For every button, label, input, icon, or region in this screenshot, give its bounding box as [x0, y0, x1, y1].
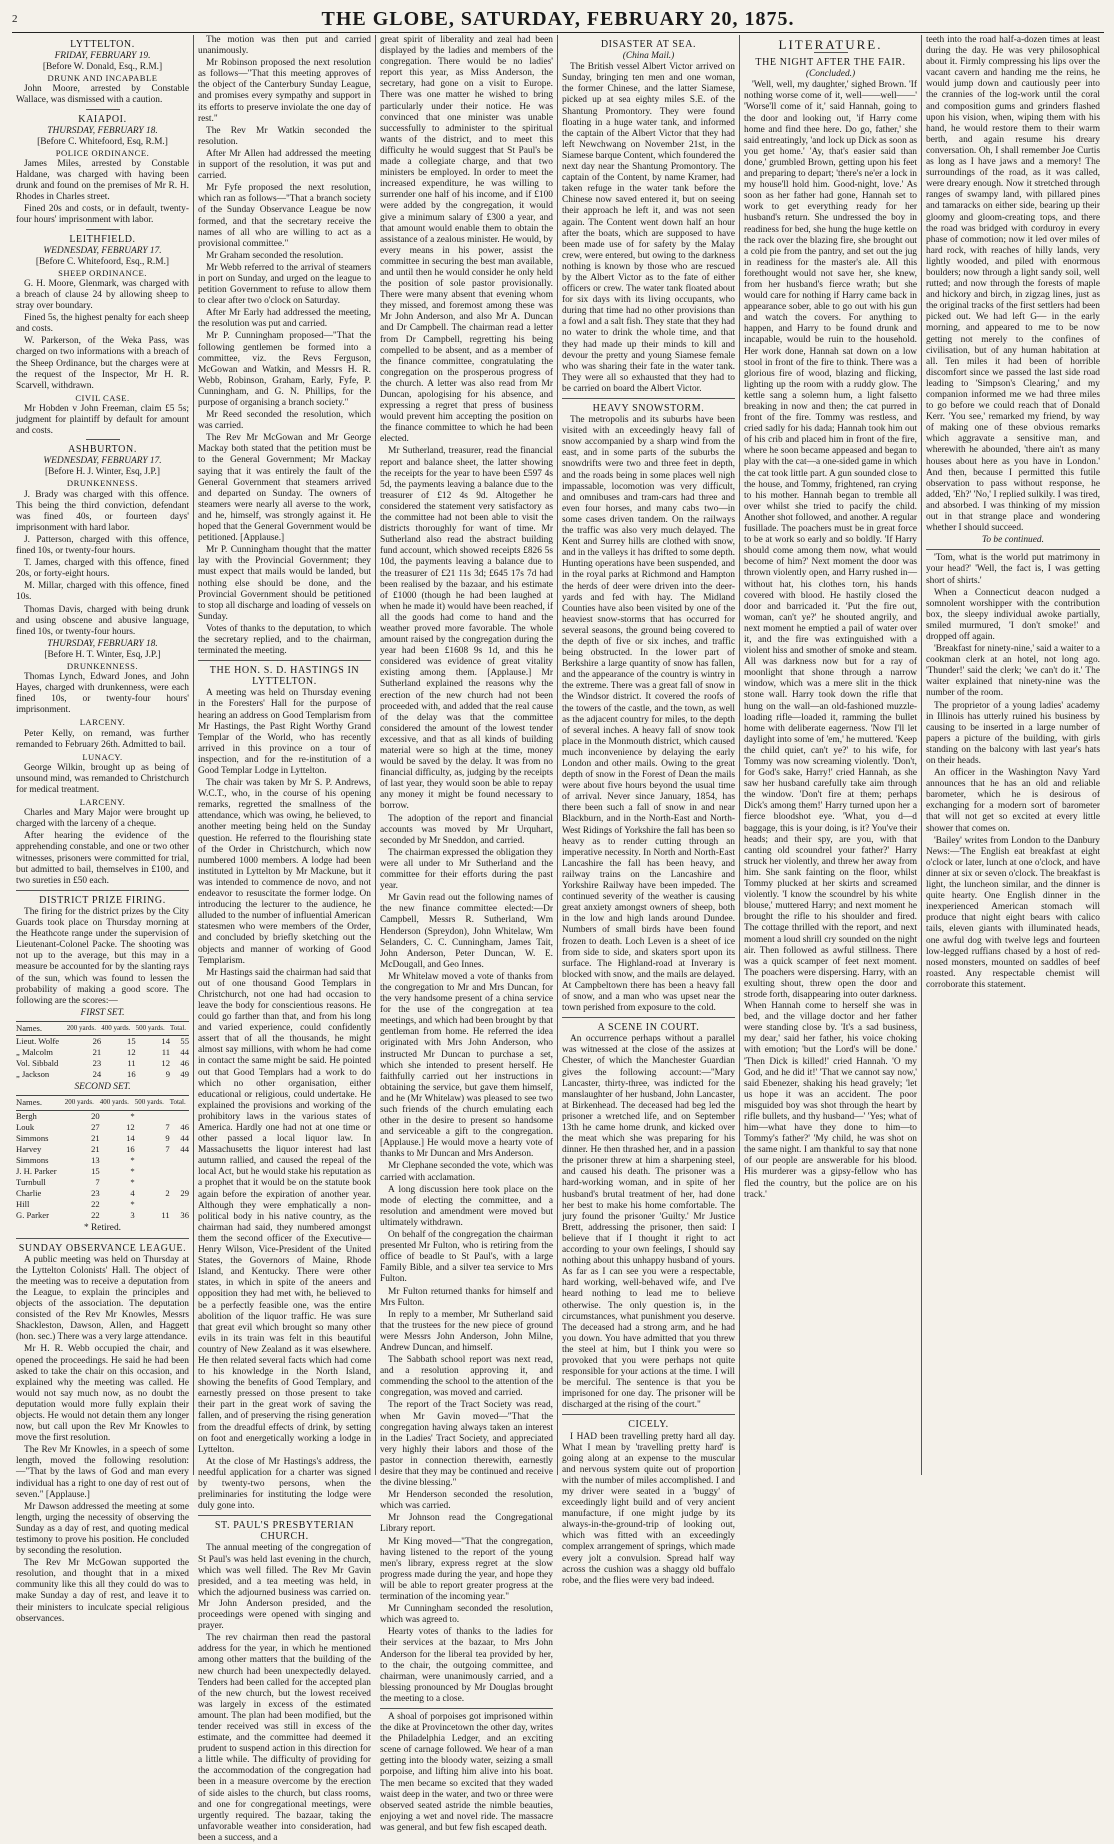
- ashburton-text-9: Charles and Mary Major were brought up charged with the larceny of a cheque.: [16, 808, 189, 830]
- snowstorm-text: The metropolis and its suburbs have been visited with an exceedingly heavy fall of snow accompanied by a sharp wind from the east, and in some parts of the suburbs the snowdrifts were two and three feet in depth, and the roads being in some places well nigh impassable, locomotion was very difficult, and omnibuses and tram-cars had three and even four horses, and many cabs two—in some cases driven tandem. On the railways the traffic was also very much delayed. The Kent and Surrey hills are clothed with snow, and in the valleys it has drifted to some depth. Hunting operations have been suspended, and in the royal parks at Richmond and Hampton the herds of deer were driven into the deer-yards and fed with hay. The Midland Counties have also been visited by one of the heaviest snow-storms that has occurred for several seasons, the ground being covered to the depth of five or six inches, and traffic being obstructed. In the lower part of Berkshire a large quantity of snow has fallen, and the appearance of the country is wintry in the extreme. There was a great fall of snow in the Windsor district. It covered the roofs of the towers of the castle, and the town, as well as the adjacent country for miles, to the depth of several inches. A heavy fall of snow took place in the Monmouth district, which caused much inconvenience by delaying the early London and other mails. Owing to the great depth of snow in the Forest of Dean the mails were about five hours beyond the usual time of arrival. Never since January, 1854, has there been such a fall of snow in and near Blackburn, and in the North-East and North-West Ridings of Yorkshire the fall has been so heavy as to render cutting through an imperative necessity. In North and North-East Lancashire the fall has been heavy, and railway trains on the Lancashire and Yorkshire Railway have been impeded. The continued severity of the weather is causing great anxiety amongst owners of sheep, both in the low and high lands around Dundee. Numbers of small birds have been found frozen to death. Loch Leven is a sheet of ice from side to side, and skaters sport upon its surface. The Highland-road at Inverary is blocked with snow, and the mails are delayed. At Campbeltown there has been a heavy fall of snow, and a man who was upset near the town perished from exposure to the cold.: [562, 415, 735, 1014]
- kaiapoi-bench: [Before C. Whitefoord, Esq, R.M.]: [37, 136, 168, 147]
- sunday-p2: Mr H. R. Webb occupied the chair, and opened the proceedings. He said he had been asked to take the chair on this occasion, and explained why the meeting was called. He would not say much now, as no doubt the deputation would more fully explain their objects. He would not detain them any longer now, but call upon the Rev Mr Knowles to move the first resolution.: [16, 1344, 189, 1444]
- score-value: 11: [161, 1047, 171, 1058]
- section-rule: [562, 1414, 735, 1415]
- col-400: 400 yards.: [100, 1096, 135, 1110]
- stpauls-cont-p8: A long discussion here took place on the mode of electing the committee, and a resolution and amendment were moved but ultimately withdrawn.: [380, 1184, 553, 1228]
- leithfield-date: WEDNESDAY, FEBRUARY 17.: [43, 245, 162, 256]
- short-rule: [86, 229, 120, 230]
- col-500: 500 yards.: [136, 1021, 170, 1035]
- score-value: 7: [95, 1177, 100, 1188]
- score-value: *: [130, 1110, 135, 1121]
- to-be-continued: To be continued.: [982, 535, 1044, 546]
- stpauls-cont-p12: The Sabbath school report was next read, and a resolution approving it, and commending the school to the attention of the congregation, was moved and carried.: [380, 1355, 553, 1399]
- second-set-rows: [16, 1110, 189, 1221]
- score-row: [16, 1155, 189, 1166]
- score-value: 11: [161, 1210, 170, 1221]
- first-set-rows: [16, 1035, 189, 1080]
- short-rule: [86, 109, 120, 110]
- snowstorm-heading: HEAVY SNOWSTORM.: [592, 403, 705, 414]
- sunday-cont-p4: After Mr Allen had addressed the meeting in support of the resolution, it was put and carried.: [198, 148, 371, 182]
- disaster-source: (China Mail.): [622, 51, 675, 62]
- lyttelton-date: FRIDAY, FEBRUARY 19.: [54, 51, 151, 62]
- sunday-cont-p2: Mr Robinson proposed the next resolution as follows—"That this meeting approves of the object of the Canterbury Sunday League, and promises every sympathy and support in its efforts to preserve inviolate the one day of rest.": [198, 58, 371, 124]
- sunday-cont-p5: Mr Fyfe proposed the next resolution, which ran as follows—"That a branch society of the Sunday Observance League be now formed, and that the secretary receive the names of all who are willing to act as a provisional committee.": [198, 183, 371, 249]
- score-value: 9: [165, 1069, 171, 1080]
- score-value: [170, 1155, 189, 1166]
- columns: [12, 35, 1104, 1843]
- score-value: 27: [91, 1121, 100, 1132]
- score-value: 46: [180, 1058, 189, 1069]
- score-value: [170, 1110, 189, 1122]
- score-value: 16: [127, 1069, 136, 1080]
- score-row: [16, 1188, 189, 1199]
- second-set-table: [16, 1095, 189, 1221]
- prize-text: The firing for the district prizes by the City Guards took place on Thursday morning at the Heathcote range under the supervision of Lieutenant-Colonel Packe. The shooting was not up to the average, but this may in a measure be accounted for by the slanting rays of the sun, which was found to lessen the probability of making a good score. The following are the scores:—: [16, 906, 189, 1006]
- sunday-heading: SUNDAY OBSERVANCE LEAGUE.: [18, 1242, 187, 1254]
- lyttelton-bench: [Before W. Donald, Esq., R.M.]: [42, 62, 163, 73]
- section-rule: [562, 398, 735, 399]
- score-row: [16, 1199, 189, 1210]
- ashburton-text-7: Peter Kelly, on remand, was further remanded to February 26th. Admitted to bail.: [16, 728, 189, 750]
- score-name: Hill: [16, 1199, 30, 1210]
- score-value: 24: [92, 1069, 102, 1080]
- stpauls-heading: ST. PAUL'S PRESBYTERIAN CHURCH.: [214, 1520, 355, 1543]
- score-value: 7: [165, 1121, 170, 1132]
- kaiapoi-text-1: James Miles, arrested by Constable Haldane, was charged with having been drunk and found on the premises of Mr R. H. Rhodes in Charles street.: [16, 158, 189, 203]
- kaiapoi-heading: KAIAPOI.: [78, 113, 127, 125]
- first-set-label: FIRST SET.: [80, 1007, 125, 1018]
- score-value: [170, 1166, 189, 1177]
- ashburton-category-4: LUNACY.: [82, 751, 123, 762]
- court-heading: A SCENE IN COURT.: [597, 1022, 700, 1034]
- stpauls-cont-p9: On behalf of the congregation the chairman presented Mr Fulton, who is retiring from the office of beadle to St Paul's, with a large Family Bible, and a silver tea service to Mrs Fulton.: [380, 1230, 553, 1285]
- score-value: *: [130, 1166, 135, 1176]
- score-value: 13: [91, 1154, 100, 1165]
- score-row: [16, 1133, 189, 1144]
- sunday-p4: Mr Dawson addressed the meeting at some length, urging the necessity of observing the Sunday as a day of rest, and quoting medical testimony to prove his position. He concluded by seconding the resolution.: [16, 1501, 189, 1557]
- section-rule: [562, 1017, 735, 1018]
- leithfield-text-4: Mr Hobden v John Freeman, claim £5 5s; judgment for plaintiff by default for amount and costs.: [16, 403, 189, 437]
- ashburton-category-5: LARCENY.: [79, 797, 126, 808]
- col-names: Names.: [16, 1096, 65, 1110]
- score-name: Harvey: [16, 1143, 42, 1154]
- disaster-heading: DISASTER AT SEA.: [600, 39, 697, 50]
- score-value: 20: [91, 1110, 100, 1121]
- ashburton-text-8: George Wilkin, brought up as being of unsound mind, was remanded to Christchurch for medical treatment.: [16, 762, 189, 795]
- score-value: 9: [165, 1132, 170, 1143]
- misc-4: The proprietor of a young ladies' academy in Illinois has utterly ruined his business by causing to be inserted in a large number of papers a picture of the building, with girls standing on the balcony with last year's hats on their heads.: [926, 700, 1100, 766]
- stpauls-p1: The annual meeting of the congregation of St Paul's was held last evening in the church, which was well filled. The Rev Mr Gavin presided, and a tea meeting was held, in which the adjourned business was carried on. Mr John Anderson presided, and the proceedings were opened with singing and prayer.: [198, 1543, 371, 1632]
- masthead-title: THE GLOBE, SATURDAY, FEBRUARY 20, 1875.: [321, 8, 795, 30]
- cicely-text: I HAD been travelling pretty hard all day. What I mean by 'travelling pretty hard' is going along at an expense to the muscular and nervous system quite out of proportion with the number of miles accomplished. I and my driver were seated in a 'buggy' of exceedingly light build and of very ancient manufacture, if one might judge by its always-in-the-ground-trip of looking out, which was fitted with an exceedingly complex arrangement of springs, which made every jolt a convulsion. Spread half way across the cushion was a shaggy old buffalo robe, and the flies were very bad indeed.: [562, 1431, 735, 1586]
- misc-1: 'Tom, what is the world put matrimony in your head?' 'Well, the fact is, I was getting short of shirts.': [926, 553, 1100, 586]
- stpauls-cont-p6: Mr Whitelaw moved a vote of thanks from the congregation to Mr and Mrs Duncan, for the very handsome present of a china service for the use of the congregation at tea meetings, and which had been brought by that gentleman from home. He referred the idea originated with Mrs John Anderson, who instructed Mr Duncan to purchase a set, which she intended to present herself. He faithfully carried out her instructions in obtaining the service, but gave them himself, and he (Mr Whitelaw) was pleased to see two such friends of the church emulating each other in the desire to present so handsome and serviceable a gift to the congregation. [Applause.] He would move a hearty vote of thanks to Mr Duncan and Mrs Anderson.: [380, 971, 553, 1160]
- misc-3: 'Breakfast for ninety-nine,' said a waiter to a cookman clerk at an hotel, not long ago. 'Thunder!' said the clerk; 'we can't do it.' The waiter explained that ninety-nine was the number of the room.: [926, 644, 1100, 699]
- score-value: 46: [180, 1121, 189, 1132]
- misc-6: 'Bailey' writes from London to the Danbury News:—'The English eat breakfast at eight o'clock or later, lunch at one o'clock, and have dinner at six or seven o'clock. The breakfast is light, the luncheon similar, and the dinner is quite hearty. One English dinner in the inexperienced American stomach will produce that night eight bears with calico tails, eleven giants with illuminated heads, one awful dog with twelve legs and fourteen low-legged ruffians chased by a host of red-nosed monsters, mounted on saddles of beef roasted. Any respectable chemist will corroborate this statement.: [926, 835, 1100, 990]
- col-500: 500 yards.: [135, 1096, 170, 1110]
- score-value: *: [130, 1199, 135, 1210]
- sunday-cont-p11: The Rev Mr McGowan and Mr George Mackay both stated that the petition must be to the General Government; Mr Mackay saying that it was entirely the fault of the General Government that steamers arrived and departed on Sunday. The owners of steamers were nearly all averse to the work, and he, himself, was strongly against it. He hoped that the General Government would be petitioned. [Applause.]: [198, 433, 371, 544]
- ashburton-bench-2: [Before H. T. Winter, Esq, J.P.]: [44, 649, 161, 660]
- lyttelton-category: DRUNK AND INCAPABLE: [47, 73, 158, 84]
- score-value: [135, 1110, 170, 1122]
- stpauls-cont-p13: The report of the Tract Society was read, when Mr Gavin moved—"That the congregation having always taken an interest in the Ladies' Tract Society, and appreciated very highly their labors and those of the pastor in connection therewith, earnestly desire that they may be continued and receive the divine blessing.": [380, 1400, 553, 1489]
- leithfield-category: SHEEP ORDINANCE.: [58, 267, 147, 278]
- kaiapoi-category: POLICE ORDINANCE.: [55, 147, 150, 158]
- ashburton-text-6: Thomas Lynch, Edward Jones, and John Hayes, charged with drunkenness, were each fined 10s, or twenty-four hours' imprisonment.: [16, 672, 189, 716]
- score-value: 44: [180, 1143, 189, 1154]
- score-row: [16, 1069, 189, 1080]
- section-rule: [380, 1708, 553, 1709]
- sunday-cont-p1: The motion was then put and carried unanimously.: [198, 35, 371, 57]
- stpauls-cont-p4: The chairman expressed the obligation they were all under to Mr Sutherland and the committee for their efforts during the past year.: [380, 847, 553, 892]
- prize-heading: DISTRICT PRIZE FIRING.: [39, 894, 166, 906]
- score-value: 55: [180, 1035, 189, 1046]
- score-value: 26: [92, 1035, 102, 1046]
- story-concluded: (Concluded.): [805, 69, 856, 80]
- score-name: Turnbull: [16, 1177, 46, 1188]
- sunday-p1: A public meeting was held on Thursday at the Lyttelton Colonists' Hall. The object of the meeting was to receive a deputation from the League, to explain the principles and objects of the association. The deputation consisted of the Rev Mr Knowles, Messrs Shackleston, Dawson, Allen, and Haggett (hon. sec.) There was a very large attendance.: [16, 1254, 189, 1343]
- section-rule: [16, 890, 189, 891]
- sunday-cont-p12: Mr P. Cunningham thought that the matter lay with the Provincial Government; they must expect that mails would be landed, but nothing else should be done, and the Provincial Government should be petitioned to stop all discharge and loading of vessels on Sunday.: [198, 545, 371, 622]
- score-value: 2: [165, 1188, 170, 1199]
- score-name: Bergh: [16, 1110, 37, 1121]
- score-value: 15: [127, 1035, 136, 1046]
- ashburton-date-2: THURSDAY, FEBRUARY 18.: [47, 638, 158, 649]
- score-value: 16: [126, 1143, 135, 1154]
- score-row: [16, 1177, 189, 1188]
- column-1: [12, 35, 194, 1624]
- score-value: [170, 1199, 189, 1210]
- stpauls-cont-p14: Mr Henderson seconded the resolution, which was carried.: [380, 1490, 553, 1512]
- score-row: [16, 1144, 189, 1155]
- col-names: Names.: [16, 1021, 67, 1035]
- section-rule: [198, 660, 371, 661]
- cicely-cont-text: teeth into the road half-a-dozen times at least during the day. He was very philosophical about it. Firmly compressing his lips over the vacant cavern and handing me the reins, he would jump down and cautiously peer into the crannies of the log-work until the coral and composition gums and grinders flashed upon his vision, when, wiping them with his hand, he would restore them to their warm berth, and again resume his dreary conversation. Oh, I shall remember Joe Curtis as long as I have jaws and a memory! The surroundings of the road, as it was called, were dreary enough. Now it stretched through ranges of swampy land, with pillared pines and tamaracks on either side, bearing up their gloomy and gloom-creating tops, and there the road was bridged with corduroy in every phase of commotion; now it led over miles of hard rock, with reaches of hilly lands, very lightly wooded, and piled with enormous boulders; now through a light sandy soil, well rutted; and now through the forests of maple and hickory and birch, in zigzag lines, just as the original tracks of the first settlers had been picked out. We had left G— in the early morning, and appeared to me to be now getting not merely to the confines of civilisation, but of any human habitation at all. Ten miles it had been of horrible discomfort since we passed the last side road leading to 'Simpson's Clearing,' and my companion informed me we had three miles to go before we could reach that of Donald Kerr. 'You see,' remarked my friend, by way of making one of these obvious remarks which aggravate a sensitive man, and wherewith he abounded, 'there ain't as many houses about here as you have in London.' And then, because I permitted this futile observation to pass without response, he added, 'Eh?' 'No,' I replied sulkily. I was tired, and absorbed. I was thinking of my mission out in that strange place and wondering whether I should succeed.: [926, 35, 1100, 534]
- score-value: 12: [161, 1058, 171, 1069]
- score-value: 22: [91, 1210, 100, 1221]
- retired-note: * Retired.: [84, 1223, 121, 1234]
- stpauls-cont-p11: In reply to a member, Mr Sutherland said that the trustees for the new piece of ground were Messrs John Anderson, John Milne, Andrew Duncan, and himself.: [380, 1309, 553, 1353]
- column-3: [376, 35, 558, 1833]
- hastings-heading: THE HON. S. D. HASTINGS IN LYTTELTON.: [209, 665, 360, 688]
- ashburton-category-2: DRUNKENNESS.: [66, 660, 139, 671]
- stpauls-cont-p18: Hearty votes of thanks to the ladies for their services at the bazaar, to Mrs John Anderson for the liberal tea provided by her, to the chair, the outgoing committee, and chairman, were unanimously carried, and a blessing pronounced by Mr Douglas brought the meeting to a close.: [380, 1627, 553, 1704]
- hastings-p2: The chair was taken by Mr S. P. Andrews, W.C.T., who, in the course of his opening remarks, regretted the smallness of the attendance, which was owing, he believed, to another meeting being held on the Sunday question. He referred to the flourishing state of the Order in Christchurch, which now numbered 1000 members. A lodge had been instituted in Lyttelton by Mr Mackune, but it was intended to commence de novo, and not endeavor to resuscitate the former lodge. On introducing the lecturer to the audience, he alluded to the number of influential American statesmen who were members of the Order, and concluded by briefly sketching out the objects and manner of working of Good Templarism.: [198, 778, 371, 966]
- ashburton-date: WEDNESDAY, FEBRUARY 17.: [43, 456, 162, 467]
- leithfield-text-1: G. H. Moore, Glenmark, was charged with a breach of clause 24 by allowing sheep to stray over boundary.: [16, 278, 189, 312]
- sunday-p3: The Rev Mr Knowles, in a speech of some length, moved the following resolution:—"That by the laws of God and man every individual has a right to one day of rest out of seven." [Applause.]: [16, 1445, 189, 1500]
- score-row: [16, 1058, 189, 1069]
- ashburton-text-1: J. Brady was charged with this offence. This being the third conviction, defendant was fined 40s, or fourteen days' imprisonment with hard labor.: [16, 489, 189, 533]
- score-value: [170, 1177, 189, 1188]
- column-5: [740, 35, 922, 1475]
- short-rule: [814, 52, 848, 53]
- score-value: [135, 1199, 170, 1210]
- score-value: 49: [180, 1069, 189, 1080]
- stpauls-cont-p5: Mr Gavin read out the following names of the new finance committee elected:—Dr Campbell, Messrs R. Sutherland, Wm Henderson (Spreydon), John Whitelaw, Wm Selanders, C. C. Cunningham, James Tait, John Anderson, Peter Duncan, W. E. McDougall, and Geo Innes.: [380, 893, 553, 970]
- col-total: Total.: [170, 1096, 189, 1110]
- short-rule: [86, 439, 120, 440]
- stpauls-cont-p10: Mr Fulton returned thanks for himself and Mrs Fulton.: [380, 1286, 553, 1308]
- ashburton-text-5: Thomas Davis, charged with being drunk and using obscene and abusive language, fined 10s, or twenty-four hours.: [16, 604, 189, 637]
- leithfield-text-3: W. Parkerson, of the Weka Pass, was charged on two informations with a breach of the Sheep Ordinance, but the charges were at the request of the Inspector, Mr H. R. Scarvell, withdrawn.: [16, 336, 189, 391]
- score-name: Simmons: [16, 1154, 49, 1165]
- sunday-cont-p6: Mr Graham seconded the resolution.: [206, 250, 344, 261]
- kaiapoi-text-2: Fined 20s and costs, or in default, twenty-four hours' imprisonment with labor.: [16, 204, 189, 226]
- court-text: An occurrence perhaps without a parallel was witnessed at the close of the assizes at Chester, of which the Manchester Guardian gives the following account:—"Mary Lancaster, thirty-three, was indicted for the manslaughter of her husband, John Lancaster, at Birkenhead. The deceased had beg led the prisoner a wretched life, and on September 13th he came home drunk, and kicked over the meat which she was preparing for his dinner. He then thrashed her, and in a passion the prisoner threw at him a sharpening steel, and caused his death. The prisoner was a hard-working woman, and in spite of her husband's brutal treatment of her, had done her best to make his home comfortable. The jury found the prisoner 'Guilty.' Mr Justice Brett, addressing the prisoner, then said: I believe that if I thought it right to act according to your own feelings, I should say nothing about this unhappy husband of yours. As far as I can see you were a respectable, hard working, well-behaved wife, and I've heard nothing to lead me to believe otherwise. The only question is, in the circumstances, what punishment you deserve. The deceased had a strong arm, and he had you down. You have admitted that you threw the steel at him, but I think you were so provoked that you were perhaps not quite responsible for your actions at the time. I will be merciful. The sentence is that you be imprisoned for one day. The prisoner will be discharged at the rising of the court.": [562, 1034, 735, 1411]
- score-value: 21: [91, 1132, 100, 1143]
- score-value: 44: [180, 1132, 189, 1143]
- lyttelton-text: John Moore, arrested by Constable Wallace, was dismissed with a caution.: [16, 84, 189, 106]
- score-name: Charlie: [16, 1188, 42, 1199]
- cicely-heading: CICELY.: [628, 1419, 669, 1431]
- masthead: [12, 6, 1104, 33]
- col-total: Total.: [170, 1021, 189, 1035]
- section-rule: [16, 1238, 189, 1239]
- score-value: *: [130, 1154, 135, 1165]
- score-name: Vol. Sibbald: [16, 1058, 59, 1069]
- misc-5: An officer in the Washington Navy Yard announces that he has an old and reliable barometer, which he is desirous of exchanging for a modern sort of barometer that will not get so excited at every little shower that comes on.: [926, 768, 1100, 834]
- score-value: 7: [165, 1143, 170, 1154]
- score-value: 23: [92, 1058, 102, 1069]
- leithfield-text-2: Fined 5s, the highest penalty for each sheep and costs.: [16, 313, 189, 335]
- stpauls-cont-p1: great spirit of liberality and zeal had been displayed by the ladies and members of the congregation. There would be no ladies' report this year, as Miss Anderson, the secretary, had gone on a visit to Europe. There was one matter he wished to bring particularly under their notice. He was convinced that one minister was unable successfully to administer to the spiritual wants of the district, and to meet this difficulty he would suggest that St Paul's be made a collegiate charge, and that two ministers be employed. In order to meet the increased expenditure, he was willing to surrender one half of his income, and if £100 were added by the congregation, it would give a minimum salary of £300 a year, and that amount would enable them to obtain the assistance of a zealous minister. He would, by every means in his power, assist the committee in securing the best man available, and until then he would consider he only held the position of sole pastor provisionally. There were many absent that evening whom they missed, and foremost among these was Mr John Anderson, and also Mr A. Duncan and Dr Campbell. The chairman read a letter from Dr Campbell, regretting his being compelled to be absent, and as a member of the finance committee, congratulating the congregation on the prosperous progress of the church. A letter was also read from Mr Duncan, apologising for his absence, and expressing a regret that press of business would prevent him accepting the position on the finance committee to which he had been elected.: [380, 35, 553, 445]
- stpauls-cont-p2: Mr Sutherland, treasurer, read the financial report and balance sheet, the latter showing the receipts for the year to have been £597 4s 5d, the payments leaving a balance due to the treasurer of £12 4s 9d. Altogether he considered the statement very satisfactory as the committee had not been able to visit the districts thoroughly for want of time. Mr Sutherland also read the abstract building fund account, which showed receipts £826 5s 10d, the payments leaving a balance due to the treasurer of £21 11s 3d; £645 17s 7d had been realised by the bazaar, and his estimate of £1000 (though he had been laughed at when he made it) would have been reached, if all the goods had come to hand and the weather proved more favorable. The whole amount raised by the congregation during the year had been £1608 9s 1d, and this he considered was evidence of great vitality existing among them. [Applause.] Mr Sutherland explained the reasons why the erection of the new church had not been proceeded with, and added that the real cause of the delay was that the committee considered the amount of the lowest tender excessive, and that as all kinds of building material were so high at the time, money would be saved by the delay. It was from no financial difficulty, as, judging by the receipts of last year, they would soon be able to repay any money it might be found necessary to borrow.: [380, 446, 553, 812]
- score-value: 23: [91, 1188, 100, 1199]
- score-value: 14: [161, 1035, 171, 1046]
- porpoises-text: A shoal of porpoises got imprisoned within the dike at Provincetown the other day, writes the Philadelphia Ledger, and an exciting scene of carnage followed. We hear of a man getting into the bloody water, seizing a small porpoise, and lifting him alive into his boat. The men became so excited that they waded waist deep in the water, and two or three were observed seated astride the nimble beauties, enjoying a wet and novel ride. The massacre was general, and but few fish escaped death.: [380, 1711, 553, 1833]
- score-value: 11: [127, 1058, 136, 1069]
- literature-heading: LITERATURE.: [778, 37, 883, 52]
- kaiapoi-date: THURSDAY, FEBRUARY 18.: [47, 125, 158, 136]
- second-set-label: SECOND SET.: [74, 1082, 131, 1093]
- ashburton-text-10: After hearing the evidence of the apprehending constable, and one or two other witnesses, prisoners were committed for trial, but admitted to bail, themselves in £100, and two sureties in £50 each.: [16, 831, 189, 886]
- score-name: J. H. Parker: [16, 1166, 57, 1176]
- score-row: [16, 1110, 189, 1122]
- leithfield-bench: [Before C. Whitefoord, Esq., R.M.]: [35, 256, 170, 267]
- score-value: *: [130, 1177, 135, 1188]
- stpauls-cont-p16: Mr King moved—"That the congregation, having listened to the report of the young men's library, express regret at the slow progress made during the year, and hope they will be able to report greater progress at the termination of the incoming year.": [380, 1536, 553, 1603]
- score-value: 44: [180, 1047, 189, 1058]
- story-text: 'Well, well, my daughter,' sighed Brown. 'If nothing worse come of it, well——well——' 'Worse'll come of it,' said Hannah, going to the door and looking out, 'if Harry come home and find thee here. Do go, father,' she said entreatingly, 'and lock up Dick as soon as you get home.' 'Ay, that's easier said than done,' grumbled Brown, getting upon his feet and preparing to depart; 'there's ne'er a lock in my house'll hold him. Good-night, love.' As soon as her father had gone, Hannah set to work to get everything ready for her husband's return. She undressed the boy in readiness for bed, she hung the huge kettle on the rack over the blazing fire, she brought out a cold pie from the pantry, and set out the jug in readiness for the master's ale. All this forethought would not save her, she knew, from her husband's fierce wrath; but she would care for nothing if Harry came back in appearance sober, able to go out with his gun and watch the covers. For anything to happen, and Harry to be found drunk and incapable, would be ruin to the household. Her work done, Hannah sat down on a low stool in front of the fire to think. There was a glorious fire of wood, blazing and flicking, lighting up the room with a ruddy glow. The kettle sang a solemn hum, a light falsetto breaking in now and then; the cat purred in front of the fire. Tommy was restless, and cried sadly for his dada; Hannah took him out of his crib and placed him in front of the fire, where he soon became appeased and began to play with the cat—a one-sided game in which the cat took little part. A gun sounded close to the house, and Tommy, frightened, ran crying to his mother. Hannah began to tremble all over whilst she tried to pacify the child. Another shot followed, and another. A regular fusillade. The poachers must be in great force to be at work so early and so boldly. 'If Harry should come among them now, what would become of him?' Next moment the door was thrown violently open, and Harry rushed in—without hat, his clothes torn, his hands covered with blood. He hastily closed the door and barricaded it. 'Put the fire out, woman, can't ye?' he shouted angrily, and next moment he emptied a pail of water over it, and the fire was extinguished with a violent hiss and smother of smoke and steam. All was darkness now but for a ray of moonlight that shone through a narrow window, which was a mere slit in the thick stone wall. Harry took down the rifle that hung on the wall—an old-fashioned muzzle-loading rifle—loaded it, ramming the bullet home with deliberate eagerness. 'Now I'll let daylight into some of 'em,' he muttered. 'Keep the child quiet, can't ye?' to his wife, for Tommy was now screaming violently. 'Don't, for God's sake, Harry!' cried Hannah, as she saw her husband carefully take aim through the window. 'Don't fire at them; perhaps Dick's among them!' Harry turned upon her a fierce bloodshot eye. 'What, you d—d baggage, this is your doing, is it? You've their heads; and their spy, are you, with that canting old scoundrel your father?' Harry struck her violently, and threw her away from him. She sank fainting on the floor, whilst Tommy plucked at her skirts and screamed violently. 'I know the scoundrel by his white blouse,' muttered Harry; and next moment he brought the rifle to his shoulder and fired. The cottage thrilled with the report, and next moment a loud shrill cry sounded on the night air. Then followed as awful stillness. There was a quick scamper of feet next moment. The poachers were dispersing. Harry, with an exulting shout, threw open the door and strode forth, disappearing into outer darkness. When Hannah come to herself she was in bed, and the village doctor and her father were standing close by. 'It's a sad business, my dear,' said her father, his voice choking with emotion; 'but the Lord's will be done.' 'Then Dick is killed!' cried Hannah. 'O my God, and he did it!' 'That we cannot say now,' said Ebenezer, shaking his head gravely; 'let us hope it was an accident. The poor misguided boy was shot through the heart by rifle bullets, and thy husband—' 'Yes; what of him—what have they done to him—to Tommy's father?' 'My child, he was shot on the same night. I am thankful to say that none of our people are answerable for his blood. His murderer was a gipsy-fellow who has fled the country, but the police are on his track.': [744, 80, 917, 1200]
- sunday-p5: The Rev Mr McGowan supported the resolution, and thought that in a mixed community like this all they could do was to make Sunday a day of rest, and leave it to their ministers to inculcate special religious observances.: [16, 1558, 189, 1624]
- score-value: [135, 1177, 170, 1188]
- ashburton-text-4: M. Millar, charged with this offence, fined 10s.: [16, 581, 189, 603]
- first-set-table: [16, 1021, 189, 1080]
- score-row: [16, 1166, 189, 1177]
- col-200: 200 yards.: [67, 1021, 101, 1035]
- score-row: [16, 1122, 189, 1133]
- col-200: 200 yards.: [65, 1096, 100, 1110]
- page-number: 2: [12, 13, 19, 25]
- stpauls-cont-p15: Mr Johnson read the Congregational Library report.: [380, 1513, 553, 1535]
- score-value: 12: [126, 1121, 135, 1132]
- stpauls-p2: The rev chairman then read the pastoral address for the year, in which he mentioned among other matters that the building of the new church had been unexpectedly delayed. Tenders had been called for the accepted plan of the new church, but the lowest received was largely in excess of the estimated amount. The plan had been modified, but the tender received was still in excess of the estimate, and the committee had deemed it prudent to suspend action in this direction for a little while. The difficulty of providing for the accommodation of the congregation had been in a measure overcome by the erection of side aisles to the church, but class rooms, and one for congregational meetings, were urgently required. The bazaar, taking the unfavorable weather into consideration, had been a success, and a: [198, 1633, 371, 1843]
- score-value: 12: [127, 1047, 136, 1058]
- ashburton-category: DRUNKENNESS.: [66, 478, 139, 489]
- stpauls-cont-p3: The adoption of the report and financial accounts was moved by Mr Urquhart, seconded by Mr Sneddon, and carried.: [380, 813, 553, 846]
- score-name: Louk: [16, 1121, 35, 1132]
- leithfield-category-2: CIVIL CASE.: [75, 392, 130, 403]
- score-value: 22: [91, 1199, 100, 1210]
- score-name: Simmons: [16, 1132, 49, 1143]
- score-name: „ Jackson: [16, 1069, 50, 1080]
- col-400: 400 yards.: [101, 1021, 135, 1035]
- ashburton-category-3: LARCENY.: [79, 717, 126, 728]
- score-name: „ Malcolm: [16, 1047, 53, 1058]
- sunday-cont-p9: Mr P. Cunningham proposed—"That the following gentlemen be formed into a committee, viz. the Revs Ferguson, McGowan and Watkin, and Messrs H. R. Webb, Robinson, Graham, Early, Fyfe, P. Cunningham, and G. N. Phillips, for the purpose of organising a branch society.": [198, 331, 371, 408]
- section-rule: [198, 1515, 371, 1516]
- ashburton-text-3: T. James, charged with this offence, fined 20s, or forty-eight hours.: [16, 558, 189, 580]
- score-name: G. Parker: [16, 1210, 49, 1221]
- sunday-cont-p3: The Rev Mr Watkin seconded the resolution.: [198, 125, 371, 147]
- score-value: 14: [126, 1132, 135, 1143]
- score-value: 21: [91, 1143, 100, 1154]
- score-row: [16, 1047, 189, 1058]
- story-title: THE NIGHT AFTER THE FAIR.: [755, 57, 906, 69]
- score-row: [16, 1035, 189, 1047]
- score-name: Lieut. Wolfe: [16, 1035, 60, 1046]
- score-value: 4: [130, 1188, 135, 1199]
- section-rule: [926, 549, 1100, 550]
- score-value: [135, 1155, 170, 1166]
- ashburton-bench: [Before H. J. Winter, Esq, J.P.]: [45, 467, 160, 478]
- sunday-cont-p13: Votes of thanks to the deputation, to which the secretary replied, and to the chairman, terminated the meeting.: [198, 623, 371, 657]
- ashburton-text-2: J. Patterson, charged with this offence, fined 10s, or twenty-four hours.: [16, 534, 189, 557]
- hastings-p3: Mr Hastings said the chairman had said that out of one thousand Good Templars in Christchurch, not one had had occasion to leave the body for conscientious reasons. He could go farther than that, and from his long and varied experience, could confidently assert that of all the thousands, he might almost say millions, with whom he had come in contact the same might be said. He pointed out that Good Templars had a work to do which no other organisation, either educational or religious, could undertake. He explained the provisions and working of the prohibitory laws in the various states of America. Hardly one had not at one time or other passed a local liquor law. In Massachusetts the liquor interest had last autumn rallied, and caused the repeal of the local Act, but he would stake his reputation as a prophet that it would be on the statute book again before the expiration of another year. Although they were emphatically a non-political body in his native country, as the chairman had said, they numbered amongst them the second officer of the Executive—Henry Wilson, Vice-President of the United States, the Governors of Maine, Rhode Island, and Kentucky. There were other states, in which in spite of the aneers and opposition they had met with, he believed to be a perfectly feasible one, was the entire abolition of the liquor traffic. He was sure that great evil which brought so many other evils in its train was felt in this beautiful country of New Zealand as it was elsewhere. He then related several facts which had come to his knowledge in the North Island, showing the benefits of Good Templary, and earnestly pressed on those present to take their part in the great work of saving the fallen, and of preserving the rising generation from the dreadful effects of drink, by setting on foot and energetically working a lodge in Lyttelton.: [198, 967, 371, 1455]
- lyttelton-heading: LYTTELTON.: [70, 39, 135, 50]
- stpauls-cont-p17: Mr Cunningham seconded the resolution, which was agreed to.: [380, 1604, 553, 1626]
- score-value: 21: [92, 1047, 102, 1058]
- leithfield-heading: LEITHFIELD.: [69, 233, 136, 245]
- misc-2: When a Connecticut deacon nudged a somnolent worshipper with the contribution box, the sleepy individual awoke partially, smiled murmured, 'I don't smoke!' and dropped off again.: [926, 587, 1100, 642]
- score-value: 15: [91, 1166, 100, 1176]
- column-4: [558, 35, 740, 1586]
- score-value: 36: [180, 1210, 189, 1221]
- stpauls-cont-p7: Mr Clephane seconded the vote, which was carried with acclamation.: [380, 1161, 553, 1183]
- score-value: 3: [130, 1210, 135, 1221]
- score-value: [135, 1166, 170, 1177]
- sunday-cont-p7: Mr Webb referred to the arrival of steamers in port on Sunday, and urged on the league to petition Government to refuse to allow them to clear after two o'clock on Saturday.: [198, 262, 371, 307]
- hastings-p4: At the close of Mr Hastings's address, the needful application for a charter was signed by twenty-two persons, when the preliminaries for instituting the lodge were duly gone into.: [198, 1456, 371, 1512]
- sunday-cont-p8: After Mr Early had addressed the meeting, the resolution was put and carried.: [198, 308, 371, 330]
- ashburton-heading: ASHBURTON.: [68, 444, 137, 456]
- column-2: [194, 35, 376, 1843]
- score-row: [16, 1210, 189, 1221]
- column-6: [922, 35, 1104, 1475]
- score-value: 29: [180, 1188, 189, 1199]
- disaster-text: The British vessel Albert Victor arrived on Sunday, bringing ten men and one woman, the former Chinese, and the latter Siamese, picked up at sea eighty miles S.E. of the Shantung Promontory. They were found floating in a huge water tank, and informed the captain of the Albert Victor that they had left Newchwang on November 21st, in the Siamese barque Content, which foundered the next day near the Shantung Promontory. The captain of the Content, by name Kramer, had taken refuge in the water tank before the Chinese now saved entered it, but on seeing their approach he left it, and was not seen again. The Content went down half an hour after the boats, which are supposed to have been made use of for safety by the Malay crew, were entered, but owing to the darkness nothing is known by those who are rescued by the Albert Victor as to the fate of either officers or crew. The water tank floated about for six days with its living occupants, who during that time had no other provisions than a fowl and a salt fish. They state that they had no water to drink the whole time, and that they had made up their minds to kill and devour the pretty and young Siamese female who was sharing their fate in the water tank. They were all so exhausted that they had to be carried on board the Albert Victor.: [562, 62, 735, 394]
- hastings-p1: A meeting was held on Thursday evening in the Foresters' Hall for the purpose of hearing an address on Good Templarism from Mr Hastings, the Past Right Worthy Grand Templar of the World, who has recently arrived in this province on a tour of inspection, and for the re-institution of a Good Templar Lodge in Lyttelton.: [198, 688, 371, 776]
- sunday-cont-p10: Mr Reed seconded the resolution, which was carried.: [198, 410, 371, 432]
